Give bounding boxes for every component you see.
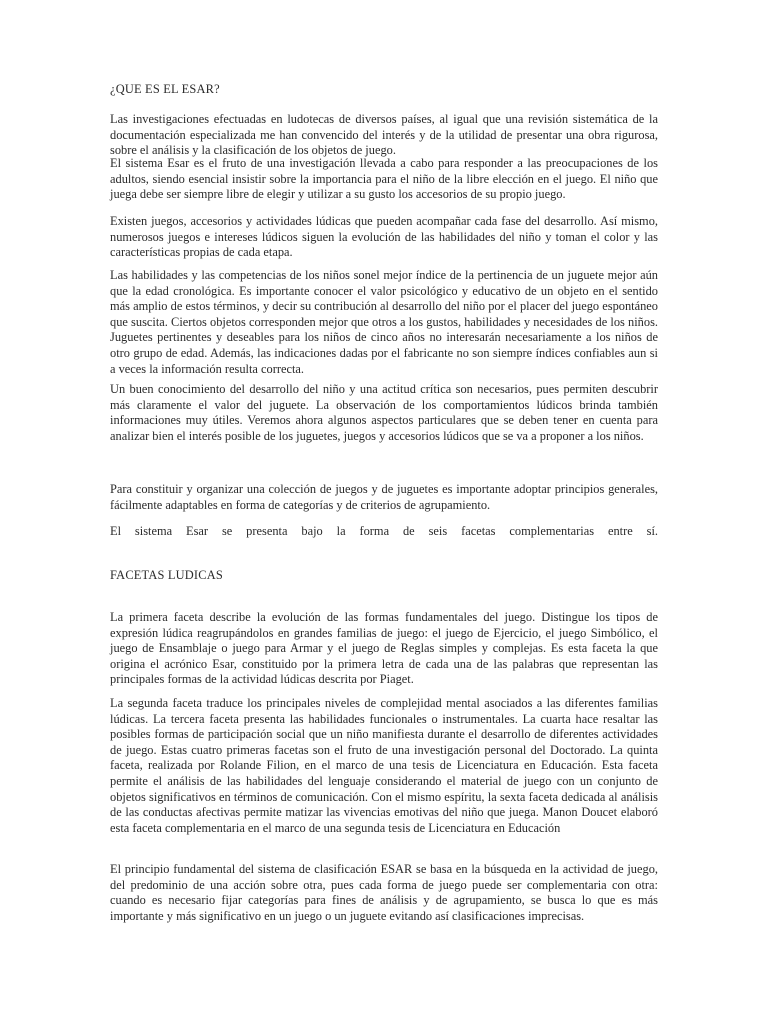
document-title: ¿QUE ES EL ESAR? — [110, 82, 220, 96]
paragraph-development-phases: Existen juegos, accesorios y actividades lúdicas que pueden acompañar cada fase del desarrollo. Así mismo, numerosos juegos e intereses lúdicos siguen la evolución de las habilidades del niño y toman el color y las características propias de cada etapa. — [110, 214, 658, 260]
section-heading: FACETAS LUDICAS — [110, 568, 223, 582]
paragraph-collection: Para constituir y organizar una colección de juegos y de juguetes es importante adoptar principios generales, fácilmente adaptables en forma de categorías y de criterios de agrupamiento. — [110, 482, 658, 512]
paragraph-intro: Las investigaciones efectuadas en ludotecas de diversos países, al igual que una revisión sistemática de la documentación especializada me han convencido del interés y de la utilidad de presentar una obra rigurosa, sobre el análisis y la clasificación de los objetos de juego. — [110, 112, 658, 158]
paragraph-other-facets: La segunda faceta traduce los principales niveles de complejidad mental asociados a las diferentes familias lúdicas. La tercera faceta presenta las habilidades funcionales o instrumentales. La cuarta hace resaltar las posibles formas de participación social que un niño manifiesta durante el desarrollo de diferentes actividades de juego. Estas cuatro primeras facetas son el fruto de una investigación personal del Doctorado. La quinta faceta, realizada por Rolande Filion, en el marco de una tesis de Licenciatura en Educación. Esta faceta permite el análisis de las habilidades del lenguaje considerando el material de juego con un conjunto de objetos significativos en términos de comunicación. Con el mismo espíritu, la sexta faceta dedicada al análisis de las conductas afectivas permite matizar las vivencias emotivas del niño que juega. Manon Doucet elaboró esta faceta complementaria en el marco de una segunda tesis de Licenciatura en Educación — [110, 696, 658, 835]
paragraph-first-facet: La primera faceta describe la evolución de las formas fundamentales del juego. Distingue los tipos de expresión lúdica reagrupándolos en grandes familias de juego: el juego de Ejercicio, el juego Simbólico, el juego de Ensamblaje o juego para Armar y el juego de Reglas simples y complejas. Es esta faceta la que origina el acrónico Esar, constituido por la primera letra de cada una de las palabras que representan las principales formas de la actividad lúdicas descrita por Piaget. — [110, 610, 658, 687]
paragraph-competencies: Las habilidades y las competencias de los niños sonel mejor índice de la pertinencia de un juguete mejor aún que la edad cronológica. Es importante conocer el valor psicológico y educativo de un objeto en el sentido más amplio de estos términos, y decir su contribución al desarrollo del niño por el placer del juego espontáneo que suscita. Ciertos objetos corresponden mejor que otros a los gustos, habilidades y necesidades de los niños. Juguetes pertinentes y deseables para los niños de cinco años no interesarán necesariamente a los niños de otro grupo de edad. Además, las indicaciones dadas por el fabricante no son siempre índices confiables aun si a veces la información resulta correcta. — [110, 268, 658, 376]
paragraph-child-development: Un buen conocimiento del desarrollo del niño y una actitud crítica son necesarios, pues permiten descubrir más claramente el valor del juguete. La observación de los comportamientos lúdicos brinda también informaciones muy útiles. Veremos ahora algunos aspectos particulares que se deben tener en cuenta para analizar bien el interés posible de los juguetes, juegos y accesorios lúdicos que se va a proponer a los niños. — [110, 382, 658, 443]
paragraph-six-facets: El sistema Esar se presenta bajo la forma de seis facetas complementarias entre sí. — [110, 524, 658, 538]
paragraph-fundamental-principle: El principio fundamental del sistema de clasificación ESAR se basa en la búsqueda en la actividad de juego, del predominio de una acción sobre otra, pues cada forma de juego puede ser complementaria con otra: cuando es necesario fijar categorías para fines de análisis y de agrupamiento, se busca lo que es más importante y más significativo en un juego o un juguete evitando así clasificaciones imprecisas. — [110, 862, 658, 923]
paragraph-esar-origin: El sistema Esar es el fruto de una investigación llevada a cabo para responder a las preocupaciones de los adultos, siendo esencial insistir sobre la importancia para el niño de la libre elección en el juego. El niño que juega debe ser siempre libre de elegir y utilizar a su gusto los accesorios de su propio juego. — [110, 156, 658, 202]
